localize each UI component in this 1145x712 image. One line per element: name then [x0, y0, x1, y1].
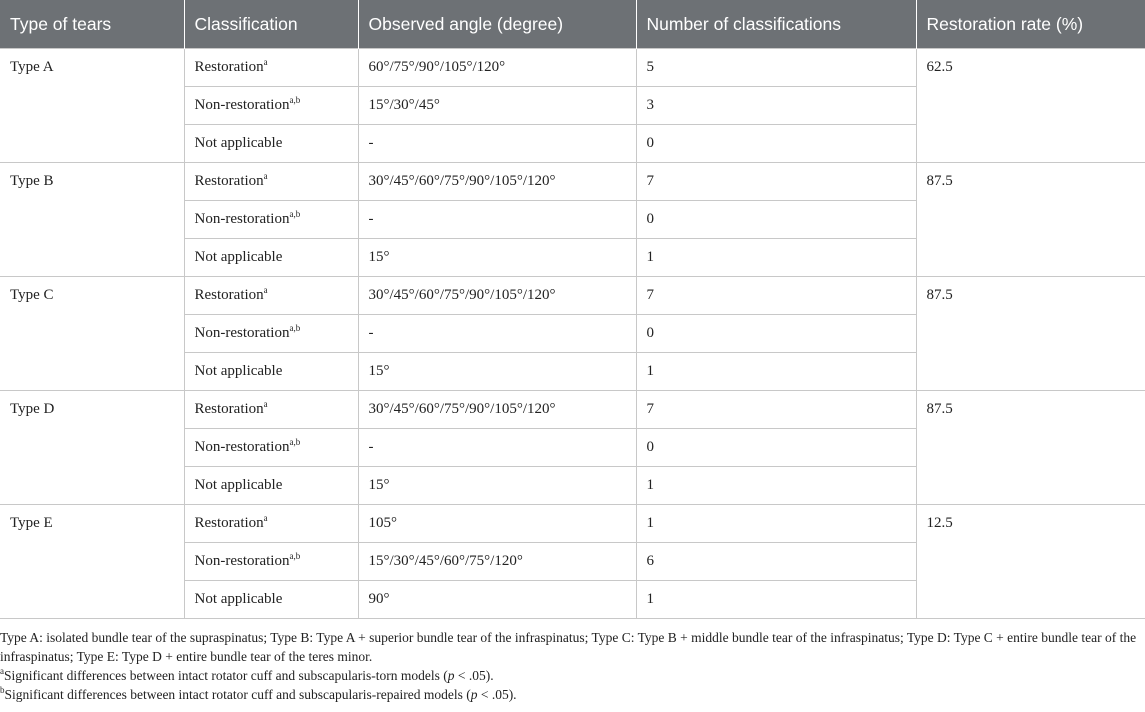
cell-restoration-rate: 87.5 [916, 391, 1145, 505]
cell-number-of-classifications: 1 [636, 239, 916, 277]
classification-label: Non-restoration [194, 553, 290, 569]
cell-number-of-classifications: 7 [636, 163, 916, 201]
table-footnotes [0, 628, 1140, 704]
cell-classification [184, 429, 358, 467]
cell-classification [184, 125, 358, 163]
significance-marker: a,b [289, 551, 301, 561]
cell-number-of-classifications: 0 [636, 315, 916, 353]
header-restoration-rate: Restoration rate (%) [916, 0, 1145, 49]
cell-classification [184, 315, 358, 353]
footnote-a-text: Significant differences between intact rotator cuff and subscapularis-torn models ( [4, 668, 448, 683]
cell-observed-angle: 15° [358, 353, 636, 391]
significance-marker: a,b [289, 95, 301, 105]
cell-type-of-tears: Type D [0, 391, 184, 505]
cell-type-of-tears: Type C [0, 277, 184, 391]
cell-observed-angle: - [358, 201, 636, 239]
footnote-b-text: Significant differences between intact rotator cuff and subscapularis-repaired models ( [4, 687, 471, 702]
header-observed-angle: Observed angle (degree) [358, 0, 636, 49]
cell-observed-angle: 30°/45°/60°/75°/90°/105°/120° [358, 391, 636, 429]
table-row [0, 391, 1145, 429]
classification-label: Non-restoration [194, 439, 290, 455]
header-type-of-tears: Type of tears [0, 0, 184, 49]
cell-restoration-rate: 87.5 [916, 277, 1145, 391]
significance-marker: a [263, 57, 268, 67]
footnote-legend: Type A: isolated bundle tear of the supraspinatus; Type B: Type A + superior bundle tear of the infraspinatus; Type C: Type B + middle bundle tear of the infraspinatus; Type D: Type C + entire bundle tear of the infraspinatus; Type E: Type D + entire bundle tear of the teres minor. [0, 630, 1137, 664]
footnote-a [0, 666, 1140, 685]
significance-marker: a,b [289, 323, 301, 333]
cell-observed-angle: 15° [358, 239, 636, 277]
cell-number-of-classifications: 1 [636, 353, 916, 391]
cell-number-of-classifications: 0 [636, 125, 916, 163]
footnote-a-mark: a [0, 666, 4, 676]
cell-observed-angle: 90° [358, 581, 636, 619]
classification-label: Non-restoration [194, 211, 290, 227]
significance-marker: a [263, 285, 268, 295]
cell-classification [184, 49, 358, 87]
cell-type-of-tears: Type E [0, 505, 184, 619]
classification-label: Restoration [194, 173, 264, 189]
cell-number-of-classifications: 1 [636, 581, 916, 619]
cell-number-of-classifications: 0 [636, 429, 916, 467]
significance-marker: a,b [289, 209, 301, 219]
cell-observed-angle: 30°/45°/60°/75°/90°/105°/120° [358, 277, 636, 315]
cell-observed-angle: - [358, 125, 636, 163]
cell-classification [184, 239, 358, 277]
cell-number-of-classifications: 7 [636, 277, 916, 315]
cell-restoration-rate: 87.5 [916, 163, 1145, 277]
cell-number-of-classifications: 3 [636, 87, 916, 125]
cell-observed-angle: 15°/30°/45°/60°/75°/120° [358, 543, 636, 581]
cell-observed-angle: - [358, 315, 636, 353]
cell-classification [184, 163, 358, 201]
cell-observed-angle: 30°/45°/60°/75°/90°/105°/120° [358, 163, 636, 201]
cell-classification [184, 505, 358, 543]
classification-label: Not applicable [194, 363, 283, 379]
classification-label: Restoration [194, 287, 264, 303]
classification-label: Non-restoration [194, 97, 290, 113]
header-row [0, 0, 1145, 49]
cell-type-of-tears: Type A [0, 49, 184, 163]
cell-observed-angle: 60°/75°/90°/105°/120° [358, 49, 636, 87]
classification-label: Not applicable [194, 477, 283, 493]
classification-label: Non-restoration [194, 325, 290, 341]
classification-label: Restoration [194, 515, 264, 531]
significance-marker: a [263, 399, 268, 409]
significance-marker: a,b [289, 437, 301, 447]
classification-label: Not applicable [194, 591, 283, 607]
classification-label: Not applicable [194, 249, 283, 265]
table-row [0, 277, 1145, 315]
table-row [0, 163, 1145, 201]
footnote-b-p: p [470, 687, 478, 702]
cell-classification [184, 201, 358, 239]
table-row [0, 505, 1145, 543]
classification-label: Restoration [194, 59, 264, 75]
cell-number-of-classifications: 6 [636, 543, 916, 581]
table-body [0, 49, 1145, 619]
cell-classification [184, 277, 358, 315]
cell-number-of-classifications: 1 [636, 467, 916, 505]
footnote-a-rest: < .05). [454, 668, 494, 683]
cell-number-of-classifications: 0 [636, 201, 916, 239]
cell-classification [184, 543, 358, 581]
cell-observed-angle: - [358, 429, 636, 467]
cell-number-of-classifications: 1 [636, 505, 916, 543]
cell-observed-angle: 15°/30°/45° [358, 87, 636, 125]
footnote-b-mark: b [0, 685, 5, 695]
cell-number-of-classifications: 5 [636, 49, 916, 87]
cell-classification [184, 581, 358, 619]
cell-restoration-rate: 12.5 [916, 505, 1145, 619]
table-header [0, 0, 1145, 49]
classification-label: Not applicable [194, 135, 283, 151]
footnote-b [0, 685, 1140, 704]
cell-classification [184, 353, 358, 391]
table-row [0, 49, 1145, 87]
significance-marker: a [263, 513, 268, 523]
cell-type-of-tears: Type B [0, 163, 184, 277]
classification-label: Restoration [194, 401, 264, 417]
cell-number-of-classifications: 7 [636, 391, 916, 429]
cell-restoration-rate: 62.5 [916, 49, 1145, 163]
cell-classification [184, 467, 358, 505]
cell-classification [184, 87, 358, 125]
cell-observed-angle: 15° [358, 467, 636, 505]
footnote-b-rest: < .05). [477, 687, 517, 702]
footnote-a-p: p [447, 668, 455, 683]
cell-observed-angle: 105° [358, 505, 636, 543]
significance-marker: a [263, 171, 268, 181]
cell-classification [184, 391, 358, 429]
header-number-of-classifications: Number of classifications [636, 0, 916, 49]
header-classification: Classification [184, 0, 358, 49]
